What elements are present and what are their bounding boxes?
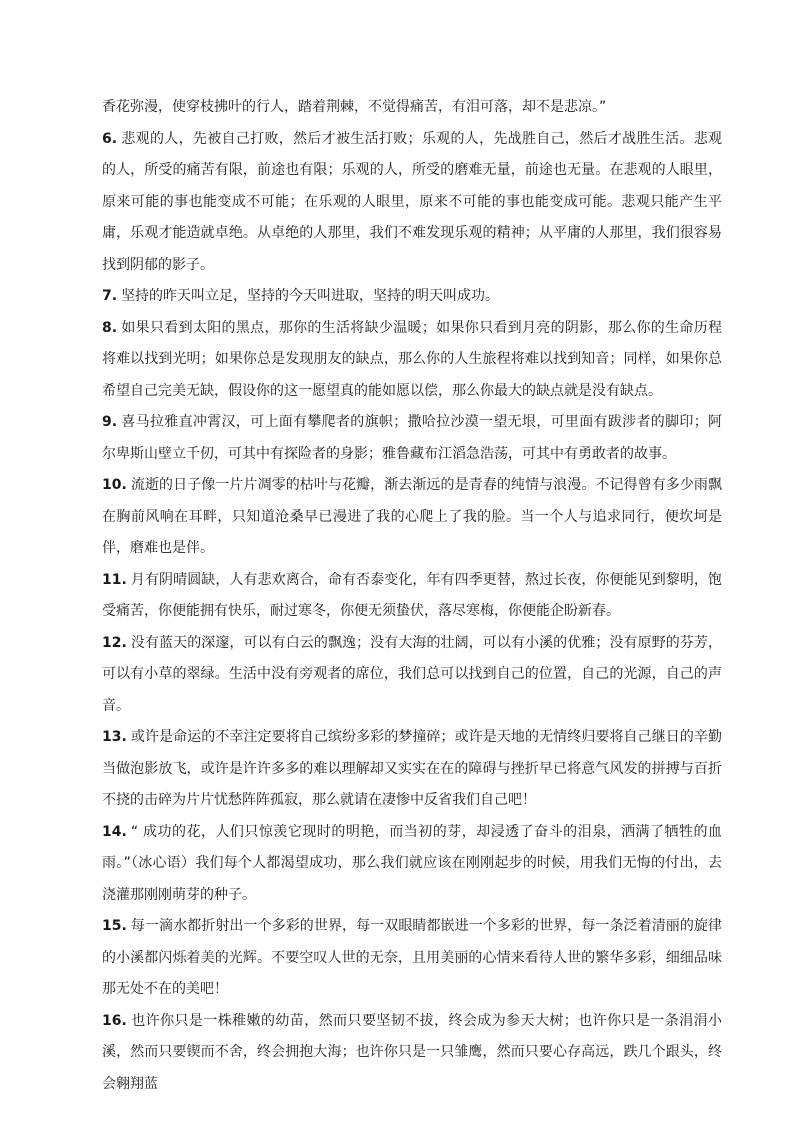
item-text: 喜马拉雅直冲霄汉，可上面有攀爬者的旗帜；撒哈拉沙漠一望无垠，可里面有跋涉者的脚印；阿尔卑斯山壁立千仞，可其中有探险者的身影；雅鲁藏布江滔急浩荡，可其中有勇敢者的故事。 bbox=[102, 414, 722, 462]
continuation-paragraph: 香花弥漫，使穿枝拂叶的行人，踏着荆棘，不觉得痛苦，有泪可落，却不是悲凉。” bbox=[102, 99, 607, 115]
item-number: 12. bbox=[102, 634, 127, 651]
item-text: 每一滴水都折射出一个多彩的世界，每一双眼睛都嵌进一个多彩的世界，每一条泛着清丽的旋律的小溪都闪烁着美的光辉。不要空叹人世的无奈，且用美丽的心情来看待人世的繁华多彩，细细品味那无处不在的美吧！ bbox=[102, 918, 722, 997]
item-text: 坚持的昨天叫立足，坚持的今天叫进取，坚持的明天叫成功。 bbox=[121, 288, 500, 304]
numbered-list bbox=[102, 124, 722, 1101]
item-number: 7. bbox=[102, 288, 118, 304]
item-number: 14. bbox=[102, 823, 127, 840]
list-item bbox=[102, 817, 722, 912]
item-text: “ 成功的花，人们只惊羡它现时的明艳，而当初的芽，却浸透了奋斗的泪泉，洒满了牺牲的血雨。”（冰心语）我们每个人都渴望成功，那么我们就应该在刚刚起步的时候，用我们无悔的付出，去浇灌那刚刚萌芽的种子。 bbox=[102, 823, 722, 903]
item-text: 没有蓝天的深邃，可以有白云的飘逸；没有大海的壮阔，可以有小溪的优雅；没有原野的芬芳，可以有小草的翠绿。生活中没有旁观者的席位，我们总可以找到自己的位置，自己的光源，自己的声音。 bbox=[102, 634, 722, 714]
item-text: 流逝的日子像一片片凋零的枯叶与花瓣，渐去渐远的是青春的纯情与浪漫。不记得曾有多少雨飘在胸前风响在耳畔，只知道沧桑早已漫进了我的心爬上了我的脸。当一个人与追求同行，便坎坷是伴，磨难也是伴。 bbox=[102, 477, 722, 556]
item-text: 或许是命运的不幸注定要将自己缤纷多彩的梦撞碎；或许是天地的无情终归要将自己继日的辛勤当做泡影放飞，或许是许许多多的难以理解却又实实在在的障碍与挫折早已将意气风发的拼搏与百折不挠的击碎为片片忧愁阵阵孤寂，那么就请在凄惨中反省我们自己吧！ bbox=[102, 729, 722, 808]
list-item bbox=[102, 565, 722, 628]
item-number: 11. bbox=[102, 571, 127, 588]
item-number: 6. bbox=[102, 130, 118, 147]
list-item bbox=[102, 911, 722, 1006]
list-item bbox=[102, 281, 722, 313]
item-text: 也许你只是一株稚嫩的幼苗，然而只要坚韧不拔，终会成为参天大树；也许你只是一条涓涓小溪，然而只要锲而不舍，终会拥抱大海；也许你只是一只雏鹰，然而只要心存高远，跌几个跟头，终会翱翔蓝 bbox=[102, 1012, 722, 1092]
item-number: 9. bbox=[102, 414, 118, 430]
item-text: 月有阴晴圆缺，人有悲欢离合，命有否泰变化，年有四季更替，熬过长夜，你便能见到黎明，饱受痛苦，你便能拥有快乐，耐过寒冬，你便无须蛰伏，落尽寒梅，你便能企盼新春。 bbox=[102, 571, 722, 619]
item-text: 悲观的人，先被自己打败，然后才被生活打败；乐观的人，先战胜自己，然后才战胜生活。悲观的人，所受的痛苦有限，前途也有限；乐观的人，所受的磨难无量，前途也无量。在悲观的人眼里，原来可能的事也能变成不可能；在乐观的人眼里，原来不可能的事也能变成可能。悲观只能产生平庸，乐观才能造就卓绝。从卓绝的人那里，我们不难发现乐观的精神；从平庸的人那里，我们很容易找到阴郁的影子。 bbox=[102, 130, 722, 273]
item-number: 16. bbox=[102, 1012, 127, 1029]
item-number: 8. bbox=[102, 319, 118, 336]
list-item bbox=[102, 722, 722, 817]
document-body bbox=[102, 92, 722, 1100]
item-number: 13. bbox=[102, 729, 127, 745]
list-item bbox=[102, 407, 722, 470]
list-item bbox=[102, 470, 722, 565]
list-item bbox=[102, 628, 722, 723]
list-item bbox=[102, 1006, 722, 1101]
item-number: 10. bbox=[102, 477, 127, 493]
list-item bbox=[102, 124, 722, 282]
item-number: 15. bbox=[102, 918, 127, 934]
item-text: 如果只看到太阳的黑点，那你的生活将缺少温暖；如果你只看到月亮的阴影，那么你的生命历程将难以找到光明；如果你总是发现朋友的缺点，那么你的人生旅程将难以找到知音；同样，如果你总希望自己完美无缺，假设你的这一愿望真的能如愿以偿，那么你最大的缺点就是没有缺点。 bbox=[102, 319, 722, 399]
list-item bbox=[102, 313, 722, 408]
